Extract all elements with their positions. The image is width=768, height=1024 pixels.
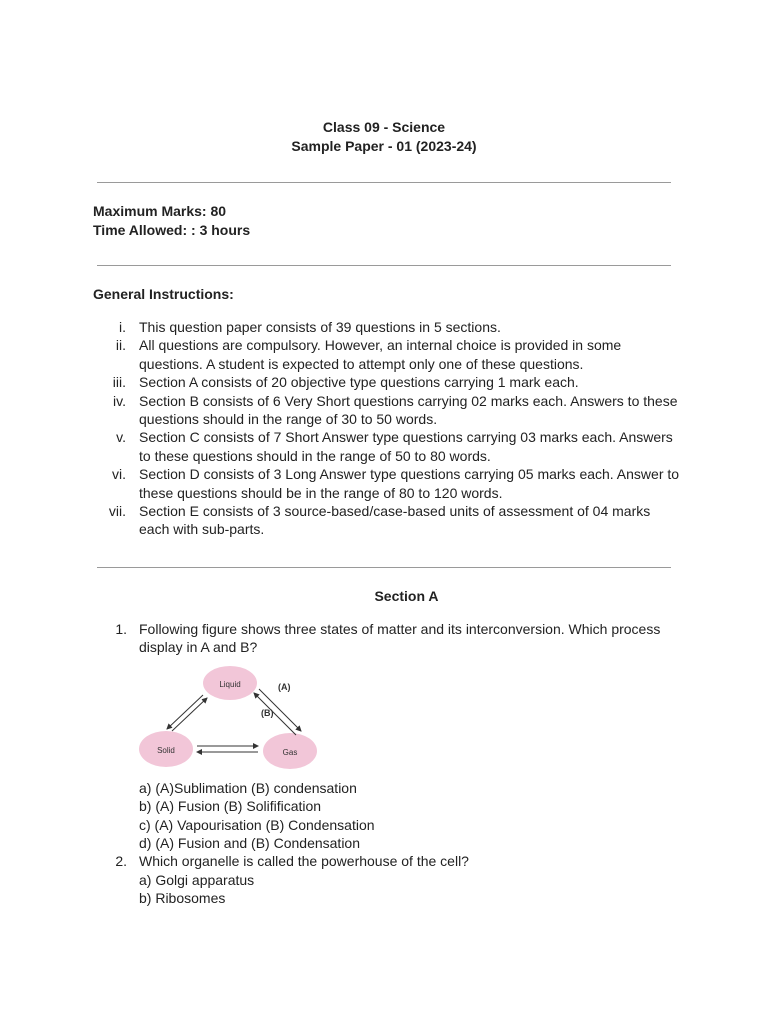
options-list: [139, 871, 683, 908]
instruction-item: [93, 373, 683, 391]
instruction-item: [93, 502, 683, 539]
paper-header: [0, 118, 768, 155]
divider: [97, 567, 671, 568]
liquid-label: Liquid: [219, 679, 241, 689]
time-allowed: Time Allowed: : 3 hours: [93, 221, 251, 238]
instruction-text: Section C consists of 7 Short Answer type questions carrying 03 marks each. Answers to these questions should in the range of 50 to 80 words.: [139, 429, 673, 464]
question-number: 1.: [115, 621, 127, 637]
option: b) Ribosomes: [139, 890, 226, 907]
arrow: [172, 698, 207, 731]
arrow: [167, 695, 203, 729]
instruction-number: vii.: [108, 503, 126, 520]
label-a: (A): [278, 681, 291, 692]
instruction-item: [93, 336, 683, 373]
instruction-text: Section D consists of 3 Long Answer type questions carrying 05 marks each. Answer to these questions should be in the range of 80 to 120 words.: [139, 466, 680, 501]
question-number: 2.: [115, 853, 127, 870]
instruction-number: iii.: [112, 374, 126, 391]
paper-meta: [93, 202, 250, 239]
instruction-item: [93, 465, 683, 502]
states-of-matter-diagram: [135, 665, 325, 773]
instruction-number: iv.: [113, 392, 126, 409]
instruction-text: Section B consists of 6 Very Short questions carrying 02 marks each. Answers to these questions should in the range of 30 to 50 words.: [139, 392, 678, 428]
instruction-number: i.: [119, 319, 126, 335]
solid-label: Solid: [157, 745, 175, 755]
paper-title: Class 09 - Science: [322, 119, 446, 135]
instruction-text: All questions are compulsory. However, an internal choice is provided in some questions. A student is expected to attempt only one of these questions.: [139, 337, 622, 372]
option: d) (A) Fusion and (B) Condensation: [139, 835, 360, 852]
option: b) (A) Fusion (B) Solifification: [139, 798, 322, 815]
instruction-item: [93, 318, 683, 336]
option: c) (A) Vapourisation (B) Condensation: [139, 816, 375, 833]
divider: [97, 265, 671, 266]
instruction-item: [93, 392, 683, 429]
label-b: (B): [261, 707, 274, 718]
instruction-number: v.: [116, 429, 126, 446]
question-text: Following figure shows three states of matter and its interconversion. Which process display in A and B?: [139, 621, 661, 656]
instruction-text: Section E consists of 3 source-based/case-based units of assessment of 04 marks each with sub-parts.: [139, 503, 651, 538]
divider: [97, 182, 671, 183]
instruction-text: Section A consists of 20 objective type questions carrying 1 mark each.: [139, 374, 579, 391]
instructions-list: [93, 318, 683, 539]
general-instructions-heading: General Instructions:: [93, 286, 234, 302]
paper-subtitle: Sample Paper - 01 (2023-24): [291, 137, 477, 154]
option: a) Golgi apparatus: [139, 871, 255, 888]
option: a) (A)Sublimation (B) condensation: [139, 779, 357, 796]
question-text: Which organelle is called the powerhouse of the cell?: [139, 853, 469, 870]
questions-list: [93, 620, 683, 908]
options-list: [139, 779, 683, 853]
gas-label: Gas: [282, 747, 298, 757]
instruction-item: [93, 428, 683, 465]
section-a-heading: Section A: [374, 588, 439, 604]
question-item: [93, 620, 683, 852]
instruction-number: ii.: [115, 337, 126, 354]
instruction-number: vi.: [112, 466, 126, 483]
instruction-text: This question paper consists of 39 questions in 5 sections.: [139, 319, 501, 335]
question-item: [93, 852, 683, 907]
maximum-marks: Maximum Marks: 80: [93, 203, 227, 219]
